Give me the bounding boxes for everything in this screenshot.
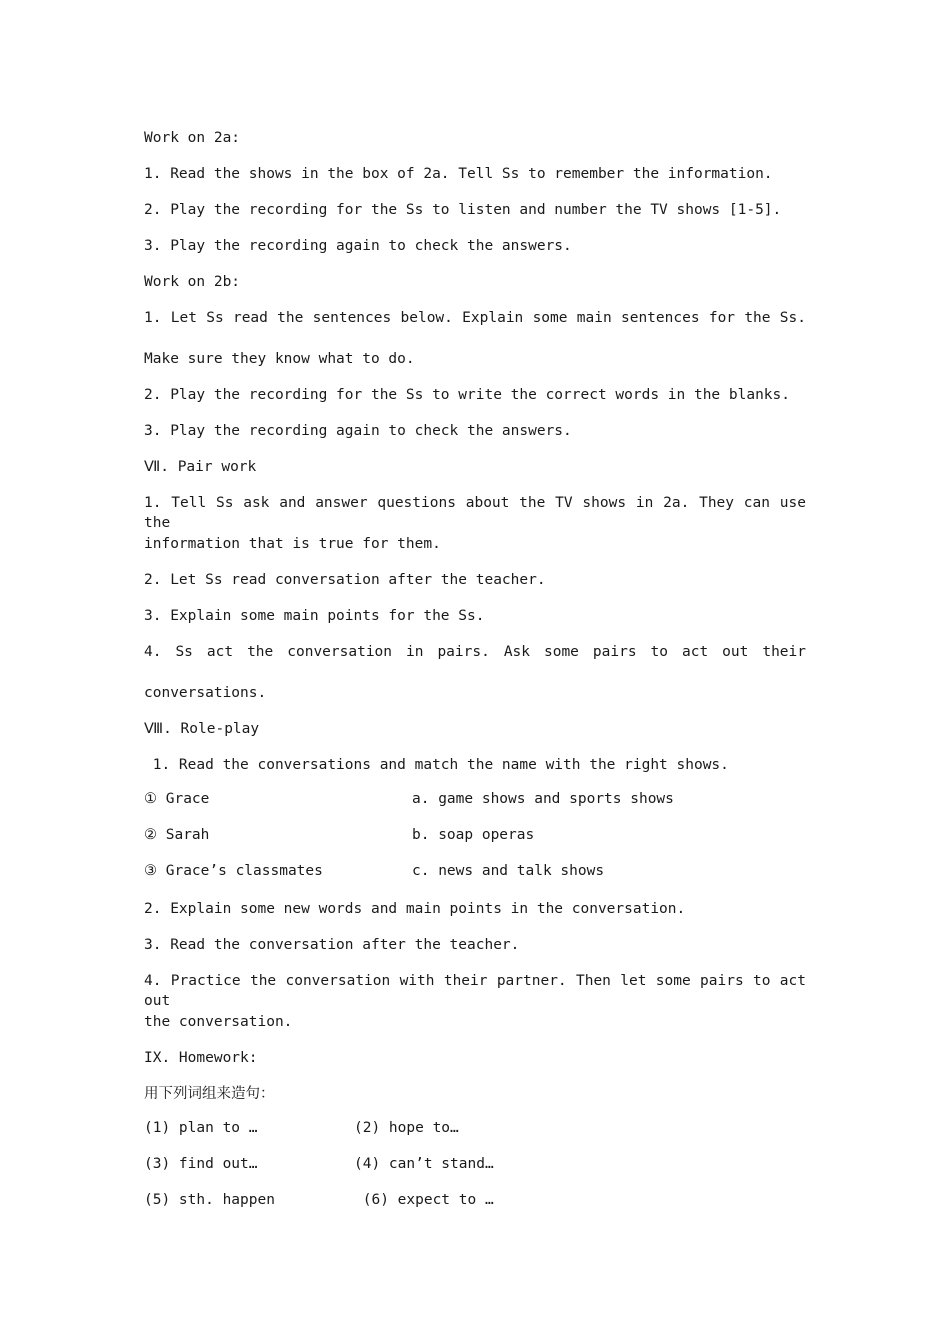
match-show: c. news and talk shows [412,863,605,879]
match-row [144,791,806,811]
match-name: ① Grace [144,791,210,807]
pair-work-heading: Ⅶ. Pair work [144,459,257,475]
role-play-item-1: 1. Read the conversations and match the name with the right shows. [144,757,729,773]
work-2a-item-2: 2. Play the recording for the Ss to listen and number the TV shows [1-5]. [144,202,782,218]
match-row [144,827,806,847]
pair-work-item-1-line-2: information that is true for them. [144,536,441,552]
pair-work-item-1-line-1: 1. Tell Ss ask and answer questions about the TV shows in 2a. They can use the [144,495,806,531]
phrase: (2) hope to… [354,1120,459,1136]
phrase: (4) can’t stand… [354,1156,494,1172]
match-name: ③ Grace’s classmates [144,863,323,879]
work-2b-heading: Work on 2b: [144,274,241,290]
work-2b-item-2: 2. Play the recording for the Ss to write the correct words in the blanks. [144,387,791,403]
role-play-heading: Ⅷ. Role-play [144,721,260,737]
homework-heading: IX. Homework: [144,1050,258,1066]
phrase: (5) sth. happen [144,1192,275,1208]
work-2b-item-1-line-1: 1. Let Ss read the sentences below. Explain some main sentences for the Ss. [144,310,806,326]
role-play-item-2: 2. Explain some new words and main points in the conversation. [144,901,686,917]
work-2b-item-3: 3. Play the recording again to check the answers. [144,423,572,439]
phrase-row [144,1192,806,1212]
work-2b-item-1-line-2: Make sure they know what to do. [144,351,415,367]
work-2a-item-1: 1. Read the shows in the box of 2a. Tell Ss to remember the information. [144,166,773,182]
pair-work-item-4-line-2: conversations. [144,685,267,701]
phrase: (1) plan to … [144,1120,258,1136]
role-play-item-3: 3. Read the conversation after the teacher. [144,937,520,953]
pair-work-item-2: 2. Let Ss read conversation after the teacher. [144,572,546,588]
match-show: a. game shows and sports shows [412,791,674,807]
phrase: (6) expect to … [354,1192,494,1208]
work-2a-item-3: 3. Play the recording again to check the answers. [144,238,572,254]
work-2a-heading: Work on 2a: [144,130,241,146]
phrase-row [144,1120,806,1140]
homework-instruction: 用下列词组来造句： [144,1086,275,1102]
match-name: ② Sarah [144,827,210,843]
role-play-item-4-line-1: 4. Practice the conversation with their partner. Then let some pairs to act out [144,973,806,1009]
pair-work-item-3: 3. Explain some main points for the Ss. [144,608,485,624]
match-row [144,863,806,883]
pair-work-item-4-line-1: 4. Ss act the conversation in pairs. Ask some pairs to act out their [144,644,806,660]
role-play-item-4-line-2: the conversation. [144,1014,293,1030]
match-show: b. soap operas [412,827,535,843]
phrase: (3) find out… [144,1156,258,1172]
phrase-row [144,1156,806,1176]
